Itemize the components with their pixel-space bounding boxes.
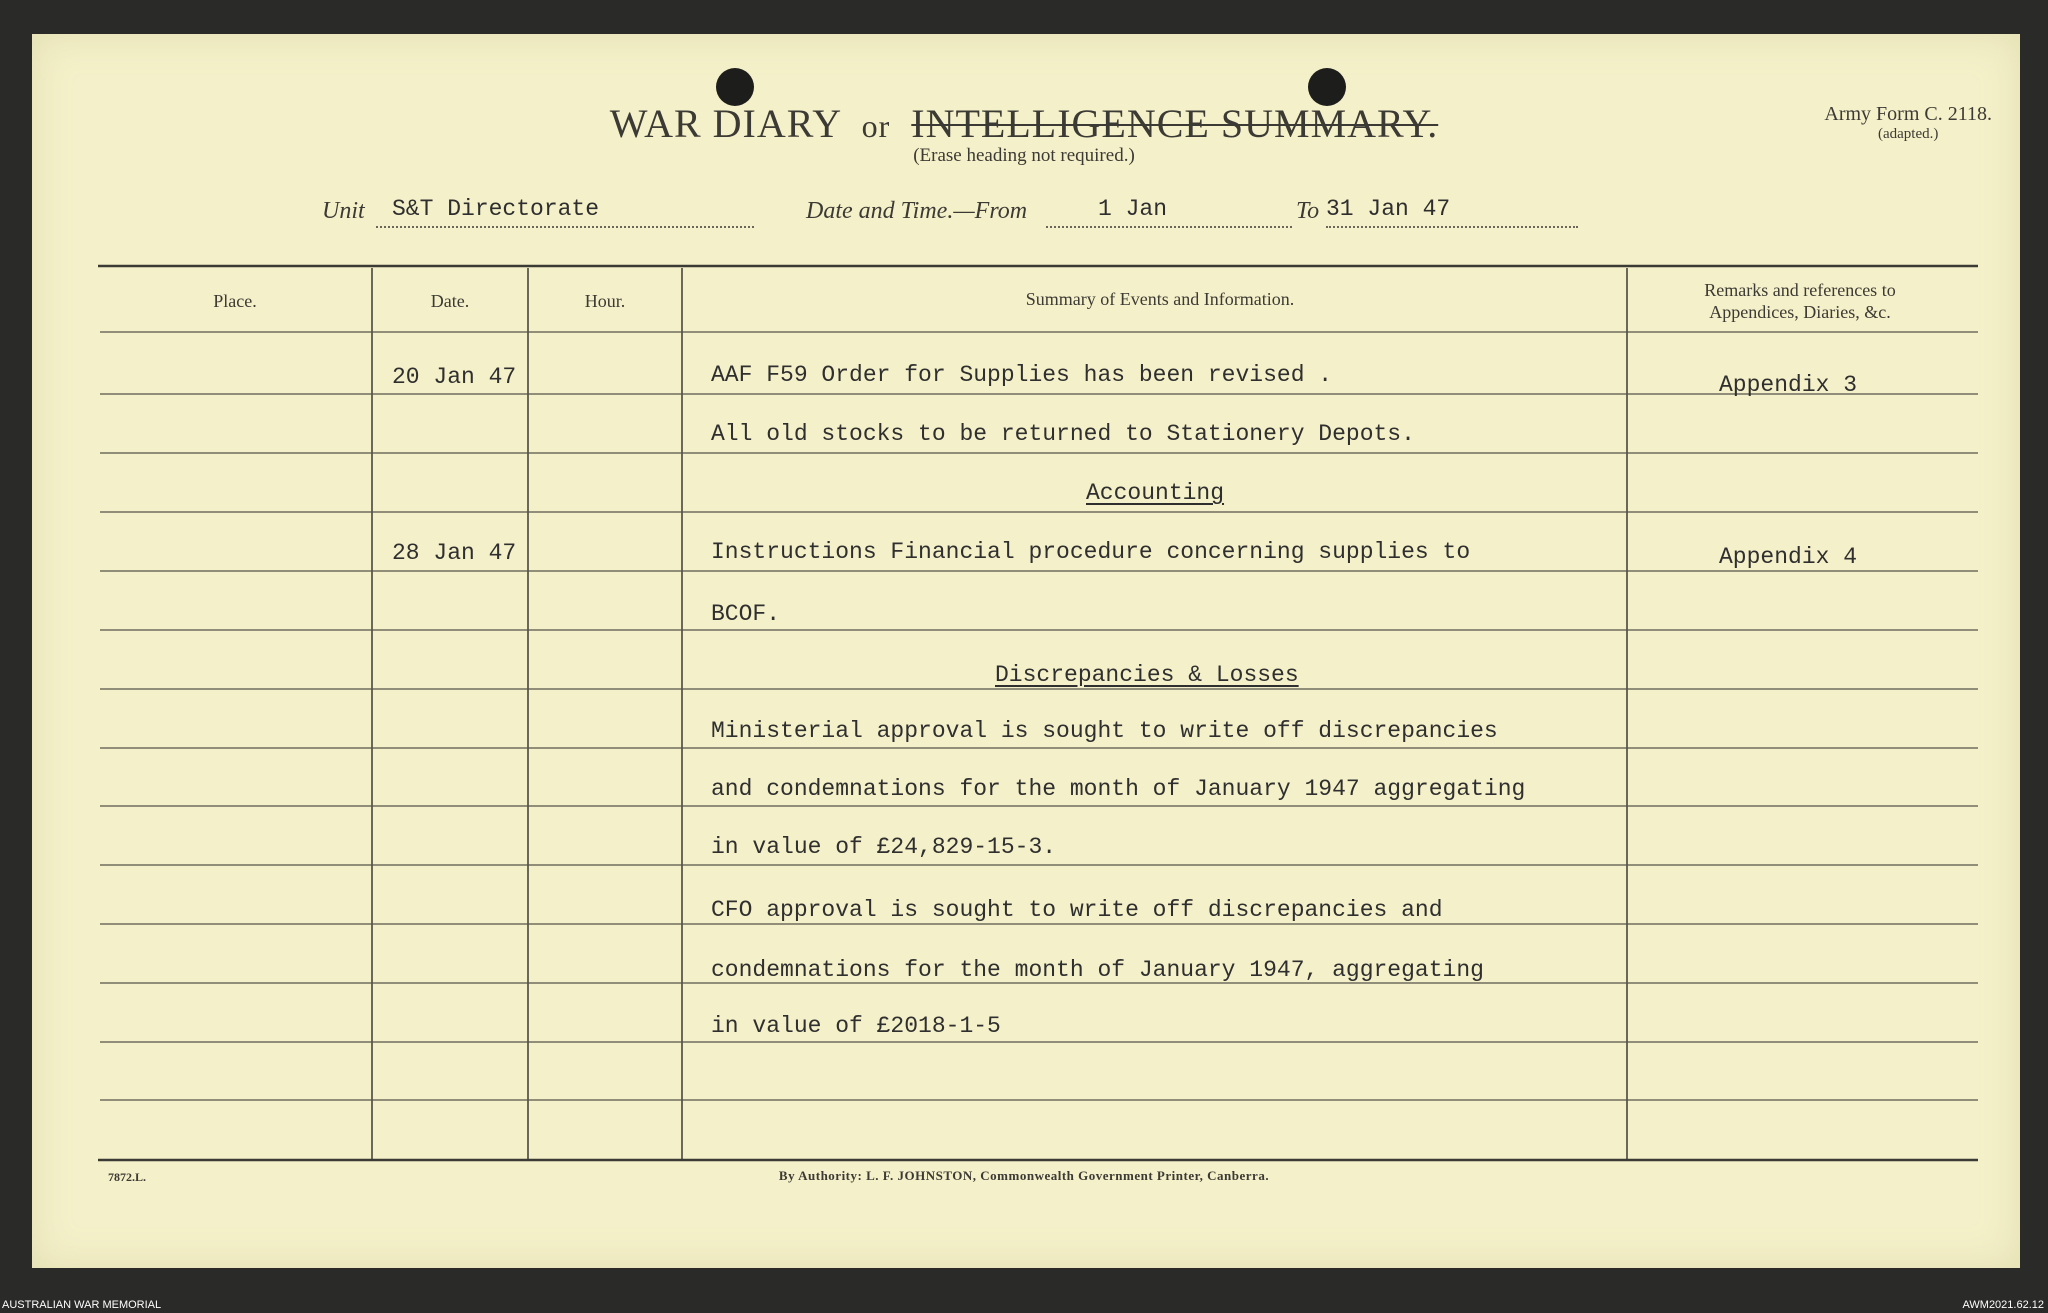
footer-accession: AWM2021.62.12 [1962, 1299, 2044, 1311]
ruled-lines [100, 332, 1978, 1100]
col-header-summary: Summary of Events and Information. [1025, 289, 1295, 309]
summary-line-1: AAF F59 Order for Supplies has been revised . [711, 362, 1333, 388]
printer-authority: By Authority: L. F. JOHNSTON, Commonwealth Government Printer, Canberra. [778, 1168, 1270, 1183]
from-value: 1 Jan [1098, 196, 1168, 222]
erase-note: (Erase heading not required.) [913, 145, 1135, 166]
entry-date-1: 20 Jan 47 [392, 364, 517, 390]
summary-line-9: condemnations for the month of January 1947, aggregating [711, 957, 1484, 983]
heading-discrepancies: Discrepancies & Losses [995, 662, 1299, 688]
title-struck: INTELLIGENCE SUMMARY. [911, 101, 1439, 146]
summary-line-2: All old stocks to be returned to Stationery Depots. [711, 421, 1415, 447]
summary-line-7: in value of £24,829-15-3. [711, 834, 1057, 860]
entry-date-2: 28 Jan 47 [392, 540, 517, 566]
army-form-number: Army Form C. 2118. [1824, 103, 1992, 125]
title-or: or [861, 108, 891, 144]
summary-line-5: Ministerial approval is sought to write off discrepancies [711, 718, 1498, 744]
summary-line-4: BCOF. [711, 601, 781, 627]
remark-appendix-3: Appendix 3 [1719, 372, 1858, 398]
unit-value: S&T Directorate [392, 196, 600, 222]
form-number: 7872.L. [108, 1170, 147, 1184]
title-main: WAR DIARY [609, 101, 841, 146]
adapted-note: (adapted.) [1878, 126, 1939, 142]
unit-label: Unit [322, 198, 365, 224]
summary-line-6: and condemnations for the month of January 1947 aggregating [711, 776, 1526, 802]
col-header-date: Date. [430, 291, 470, 311]
summary-line-8: CFO approval is sought to write off discrepancies and [711, 897, 1443, 923]
summary-line-10: in value of £2018-1-5 [711, 1013, 1001, 1039]
col-header-hour: Hour. [584, 291, 626, 311]
heading-accounting: Accounting [1086, 480, 1225, 506]
to-value: 31 Jan 47 [1326, 196, 1451, 222]
remarks-header-line1: Remarks and references to [1704, 280, 1896, 300]
col-header-remarks [1650, 279, 1950, 323]
remark-appendix-4: Appendix 4 [1719, 544, 1858, 570]
remarks-header-line2: Appendices, Diaries, &c. [1709, 302, 1891, 322]
to-label: To [1296, 198, 1320, 224]
date-label: Date and Time.—From [806, 198, 1028, 224]
summary-line-3: Instructions Financial procedure concerning supplies to [711, 539, 1471, 565]
footer-institution: AUSTRALIAN WAR MEMORIAL [2, 1299, 162, 1311]
col-header-place: Place. [213, 291, 257, 311]
